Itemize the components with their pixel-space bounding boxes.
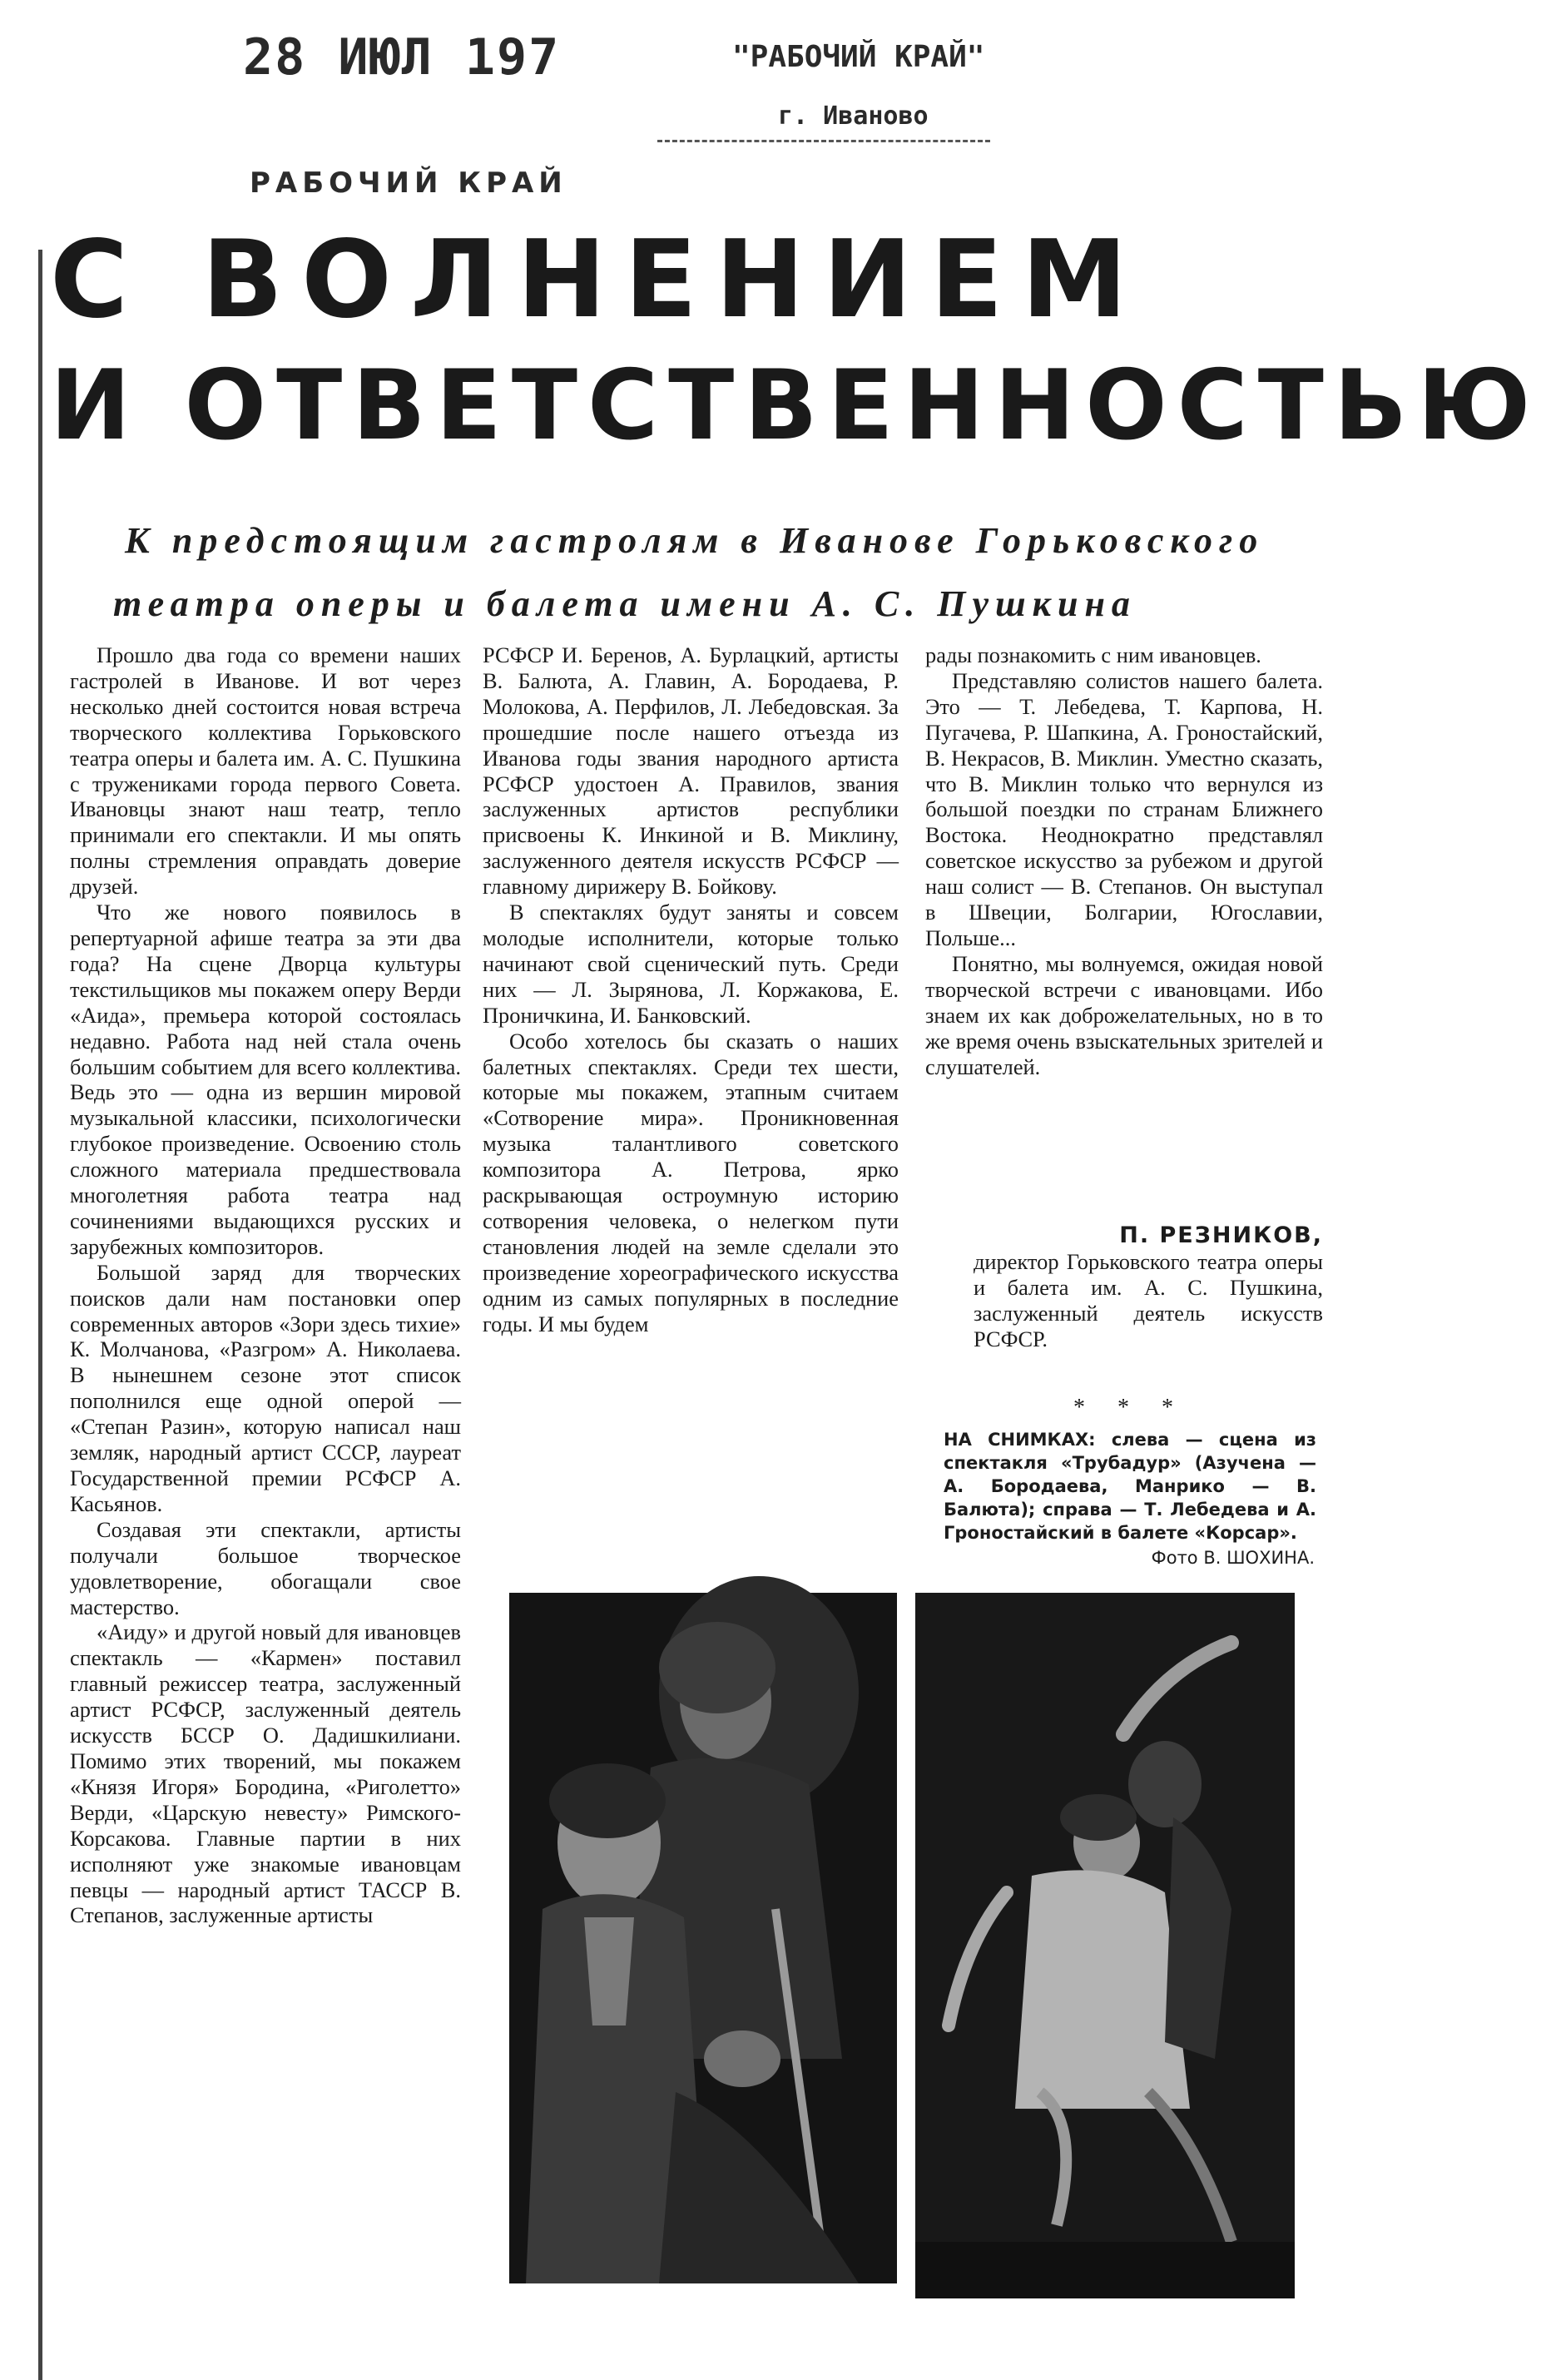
photo-opera-scene: [509, 1593, 897, 2283]
subtitle-line-1: К предстоящим гастролям в Иванове Горьковского: [125, 520, 1265, 561]
newspaper-stamp: "РАБОЧИЙ КРАЙ": [732, 40, 985, 74]
section-separator: * * *: [1073, 1395, 1187, 1421]
stamp-divider: [657, 140, 990, 142]
paragraph: «Аиду» и другой новый для ивановцев спектакль — «Кармен» поставил главный режиссер театра, заслуженный артист РСФСР, заслуженный деятель искусств БССР О. Дадишкилиани. Помимо этих творений, мы покажем «Князя Игоря» Бородина, «Риголетто» Верди, «Царскую невесту» Римского-Корсакова. Главные партии в них исполняют уже знакомые ивановцам певцы — народный артист ТАССР В. Степанов, заслуженные артисты: [70, 1619, 461, 1928]
paragraph: РСФСР И. Беренов, А. Бурлацкий, артисты В. Балюта, А. Главин, А. Бородаева, Р. Молокова, А. Перфилов, Л. Лебедовская. За прошедшие после нашего отъезда из Иванова годы звания народного артиста РСФСР удостоен А. Правилов, звания заслуженных артистов республики присвоены К. Инкиной и В. Миклину, заслуженного деятеля искусств РСФСР — главному дирижеру В. Бойкову.: [483, 642, 899, 900]
article-column-2: [483, 642, 899, 1572]
paragraph: рады познакомить с ним ивановцев.: [925, 642, 1261, 667]
masthead: РАБОЧИЙ КРАЙ: [250, 166, 567, 200]
left-border-rule: [38, 250, 42, 2380]
paragraph: Особо хотелось бы сказать о наших балетных спектаклях. Среди тех шести, которые мы покажем, этапным считаем «Сотворение мира». Проникновенная музыка талантливого советского композитора А. Петрова, ярко раскрывающая остроумную историю сотворения человека, о нелегком пути становления людей на земле сделали это произведение хореографического искусства одним из самых популярных в последние годы. И мы будем: [483, 1028, 899, 1336]
article-column-1: [70, 642, 461, 2311]
photo-credit: Фото В. ШОХИНА.: [1151, 1548, 1315, 1568]
paragraph: Большой заряд для творческих поисков дали нам постановки опер современных авторов «Зори здесь тихие» К. Молчанова, «Разгром» А. Николаева. В нынешнем сезоне этот список пополнился еще одной оперой — «Степан Разин», которую написал наш земляк, народный артист СССР, лауреат Государственной премии РСФСР А. Касьянов.: [70, 1259, 461, 1516]
paragraph: Представляю солистов нашего балета. Это — Т. Лебедева, Т. Карпова, Н. Пугачева, Р. Шапкина, А. Гроностайский, В. Некрасов, В. Миклин. Уместно сказать, что В. Миклин только что вернулся из большой поездки по странам Ближнего Востока. Неоднократно представлял советское искусство за рубежом и другой наш солист — В. Степанов. Он выступал в Швеции, Болгарии, Югославии, Польше...: [925, 667, 1323, 950]
article-column-3: [925, 642, 1323, 1263]
photo-ballet-korsar: [915, 1593, 1295, 2298]
photo-caption: НА СНИМКАХ: слева — сцена из спектакля «Трубадур» (Азучена — А. Бородаева, Манрико — В. Балюта); справа — Т. Лебедева и А. Гроностайский в балете «Корсар».: [944, 1430, 1316, 1543]
paragraph: Прошло два года со времени наших гастролей в Иванове. И вот через несколько дней состоится новая встреча творческого коллектива Горьковского театра оперы и балета им. А. С. Пушкина с тружениками города первого Совета. Ивановцы знают наш театр, тепло принимали его спектакли. И мы опять полны стремления оправдать доверие друзей.: [70, 642, 461, 900]
paragraph: Создавая эти спектакли, артисты получали большое творческое удовлетворение, обогащали свое мастерство.: [70, 1516, 461, 1619]
subtitle-line-2: театра оперы и балета имени А. С. Пушкина: [113, 583, 1137, 624]
headline-line-2: И ОТВЕТСТВЕННОСТЬЮ: [50, 350, 1541, 462]
paragraph: В спектаклях будут заняты и совсем молодые исполнители, которые только начинают свой сценический путь. Среди них — Л. Зырянова, Л. Коржакова, Е. Проничкина, И. Банковский.: [483, 900, 899, 1028]
paragraph: Понятно, мы волнуемся, ожидая новой творческой встречи с ивановцами. Ибо знаем их как доброжелательных, но в то же время очень взыскательных зрителей и слушателей.: [925, 950, 1323, 1079]
headline-line-1: С ВОЛНЕНИЕМ: [50, 218, 1146, 342]
author-signature: [925, 1223, 1323, 1352]
author-name: П. РЕЗНИКОВ,: [1119, 1222, 1323, 1248]
author-title: директор Горьковского театра оперы и балета им. А. С. Пушкина, заслуженный деятель искусств РСФСР.: [974, 1248, 1323, 1351]
ballet-scene-image: [915, 1593, 1295, 2298]
city-stamp: г. Иваново: [778, 102, 929, 131]
paragraph: Что же нового появилось в репертуарной афише театра за эти два года? На сцене Дворца культуры текстильщиков мы покажем оперу Верди «Аида», премьера которой состоялась недавно. Работа над ней стала очень большим событием для всего коллектива. Ведь это — одна из вершин мировой музыкальной классики, психологически глубокое произведение. Освоению столь сложного материала предшествовала многолетняя работа театра над сочинениями выдающихся русских и зарубежных композиторов.: [70, 900, 461, 1259]
opera-scene-image: [509, 1593, 897, 2283]
date-stamp: 28 ИЮЛ 197: [243, 28, 561, 87]
